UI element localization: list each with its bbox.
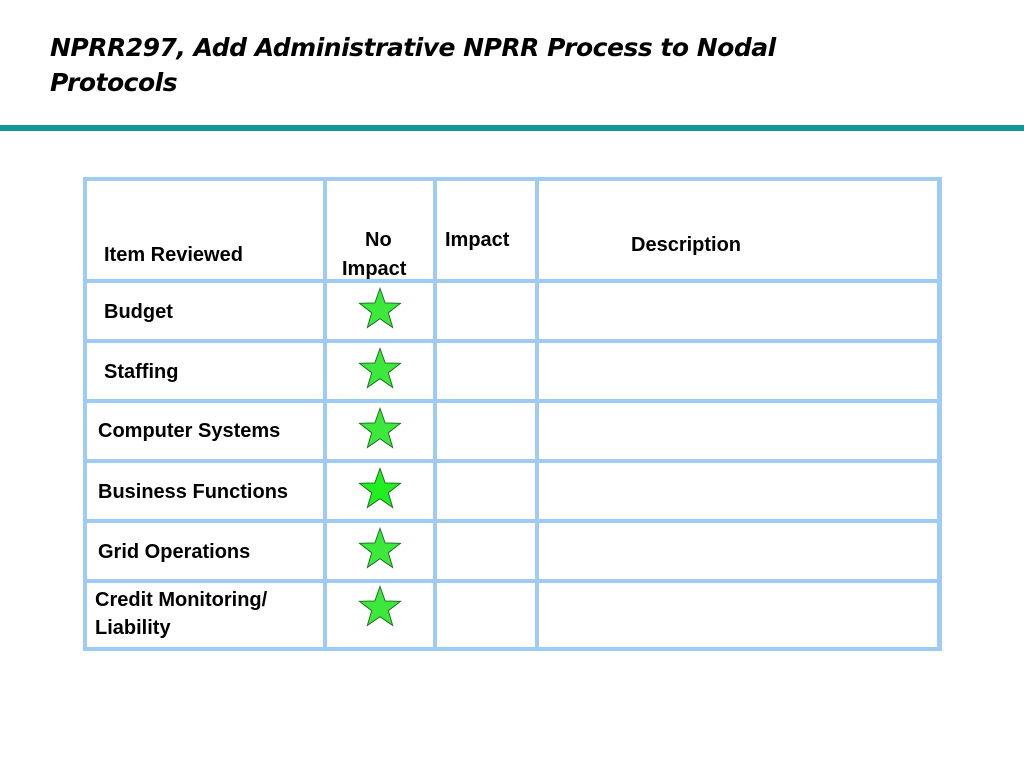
row-grid-operations-impact (437, 523, 535, 579)
row-budget-impact (437, 283, 535, 339)
row-item-label: Grid Operations (98, 541, 251, 563)
slide-title-line-1: NPRR297, Add Administrative NPRR Process to Nodal (50, 33, 776, 62)
row-business-functions-item (87, 463, 323, 519)
green-star-icon (357, 527, 403, 573)
row-computer-systems-item (87, 403, 323, 459)
header-impact (437, 181, 535, 279)
row-staffing-impact (437, 343, 535, 399)
row-staffing-no-impact (327, 343, 433, 399)
row-item-label-line-2: Liability (95, 617, 171, 639)
row-business-functions-impact (437, 463, 535, 519)
row-computer-systems-description (539, 403, 937, 459)
header-item-reviewed (87, 181, 323, 279)
header-no-impact (327, 181, 433, 279)
row-item-label: Computer Systems (98, 420, 281, 442)
row-credit-monitoring-description (539, 583, 937, 647)
row-staffing-description (539, 343, 937, 399)
row-item-label: Staffing (104, 361, 179, 383)
header-description-label: Description (631, 234, 742, 256)
green-star-icon (357, 287, 403, 333)
header-no-impact-line-1: No (365, 229, 392, 251)
impact-table (83, 177, 942, 651)
row-grid-operations-description (539, 523, 937, 579)
row-budget-no-impact (327, 283, 433, 339)
row-business-functions-no-impact (327, 463, 433, 519)
slide-title-line-2: Protocols (50, 68, 178, 97)
row-item-label: Budget (104, 301, 173, 323)
row-grid-operations-no-impact (327, 523, 433, 579)
row-staffing-item (87, 343, 323, 399)
title-divider-rule (0, 125, 1024, 131)
row-budget-item (87, 283, 323, 339)
green-star-icon (357, 585, 403, 631)
row-credit-monitoring-item (87, 583, 323, 647)
green-star-icon (357, 407, 403, 453)
green-star-icon (357, 347, 403, 393)
slide-title (50, 30, 950, 100)
row-budget-description (539, 283, 937, 339)
row-computer-systems-no-impact (327, 403, 433, 459)
row-item-label-line-1: Credit Monitoring/ (95, 589, 268, 611)
header-item-reviewed-label: Item Reviewed (104, 244, 243, 266)
row-computer-systems-impact (437, 403, 535, 459)
row-credit-monitoring-impact (437, 583, 535, 647)
green-star-icon (357, 467, 403, 513)
row-credit-monitoring-no-impact (327, 583, 433, 647)
row-business-functions-description (539, 463, 937, 519)
header-no-impact-line-2: Impact (342, 258, 407, 280)
header-description (539, 181, 937, 279)
header-impact-label: Impact (445, 229, 510, 251)
row-item-label: Business Functions (98, 481, 289, 503)
row-grid-operations-item (87, 523, 323, 579)
